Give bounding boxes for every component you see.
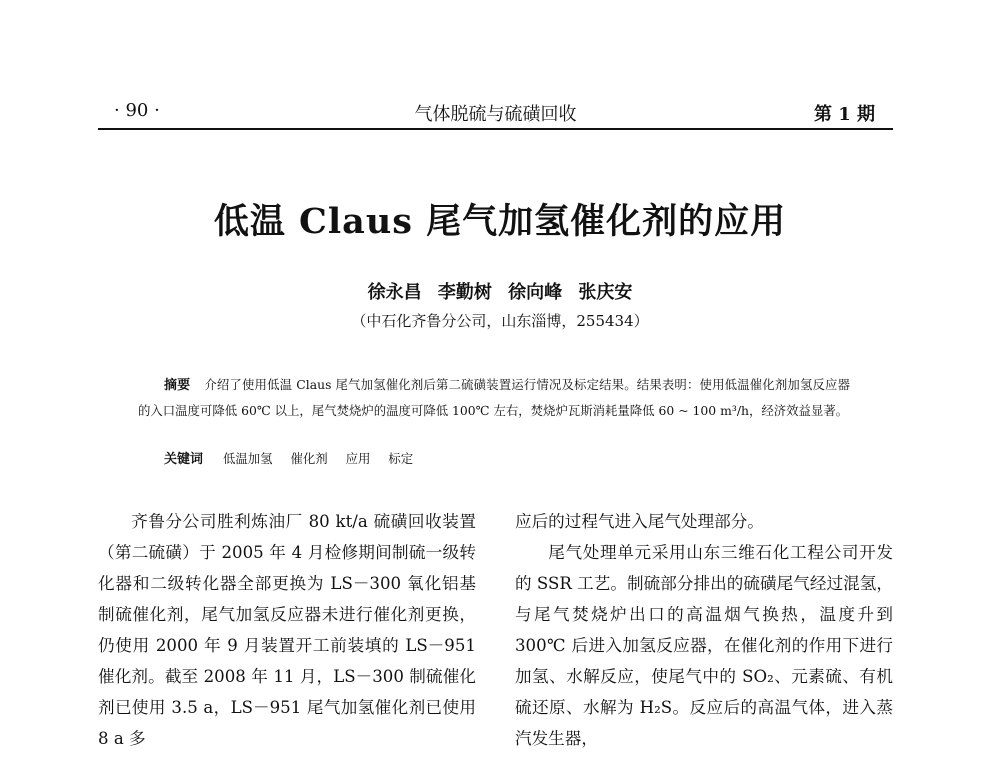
keywords bbox=[164, 448, 854, 467]
article-title: 低温 Claus 尾气加氢催化剂的应用 bbox=[213, 201, 787, 242]
header-divider bbox=[98, 128, 893, 130]
abstract-text: 介绍了使用低温 Claus 尾气加氢催化剂后第二硫磺装置运行情况及标定结果。结果表明：使用低温催化剂加氢反应器的入口温度可降低 60℃ 以上，尾气焚烧炉的温度可降低 100℃ 左右，焚烧炉瓦斯消耗量降低 60 ~ 100 m³/h，经济效益显著。 bbox=[138, 377, 850, 418]
body-column-right bbox=[515, 506, 893, 754]
keyword-item: 应用 bbox=[345, 451, 371, 466]
keyword-item: 低温加氢 bbox=[222, 451, 273, 466]
affiliation: （中石化齐鲁分公司，山东淄博，255434） bbox=[351, 312, 649, 330]
keyword-item: 催化剂 bbox=[290, 451, 328, 466]
author-list: 徐永昌 李勤树 徐向峰 张庆安 bbox=[367, 282, 633, 303]
abstract-label: 摘要 bbox=[164, 378, 191, 393]
page-number: · 90 · bbox=[114, 100, 160, 121]
body-paragraph: 尾气处理单元采用山东三维石化工程公司开发的 SSR 工艺。制硫部分排出的硫磺尾气经过混氢，与尾气焚烧炉出口的高温烟气换热，温度升到 300℃ 后进入加氢反应器，在催化剂的作用下进行加氢、水解反应，使尾气中的 SO₂、元素硫、有机硫还原、水解为 H₂S。反应后的高温气体，进入蒸汽发生器， bbox=[515, 543, 893, 748]
keywords-label: 关键词 bbox=[164, 452, 204, 467]
abstract bbox=[138, 372, 850, 423]
keyword-item: 标定 bbox=[388, 451, 414, 466]
journal-title: 气体脱硫与硫磺回收 bbox=[414, 104, 577, 125]
body-paragraph: 应后的过程气进入尾气处理部分。 bbox=[515, 512, 764, 531]
issue-number: 第 1 期 bbox=[813, 104, 875, 125]
body-column-left bbox=[98, 506, 476, 754]
body-paragraph: 齐鲁分公司胜利炼油厂 80 kt/a 硫磺回收装置（第二硫磺）于 2005 年 4 月检修期间制硫一级转化器和二级转化器全部更换为 LS－300 氧化铝基制硫催化剂，尾气加氢反应器未进行催化剂更换，仍使用 2000 年 9 月装置开工前装填的 LS－951 催化剂。截至 2008 年 11 月，LS－300 制硫催化剂已使用 3.5 a，LS－951 尾气加氢催化剂已使用 8 a 多 bbox=[98, 512, 476, 748]
running-header bbox=[98, 96, 893, 124]
